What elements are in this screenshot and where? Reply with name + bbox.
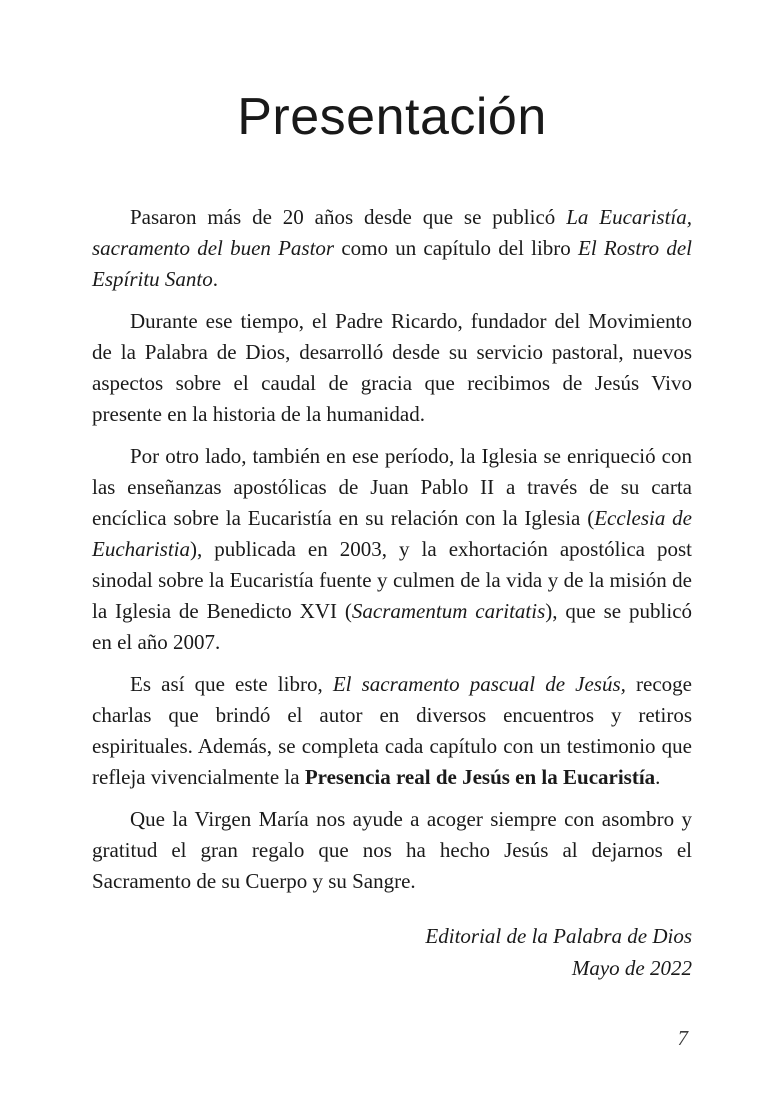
- body-paragraphs: [92, 202, 692, 897]
- text-run: Presencia real de Jesús en la Eucaristía: [304, 765, 656, 790]
- paragraph: [92, 669, 692, 793]
- text-run: ), publicada en 2003, y la exhortación apostólica post sinodal sobre la Eucaristía fuente y culmen de la vida y de la misión de la Iglesia de Benedicto XVI (: [92, 537, 692, 624]
- signature-line-1: Editorial de la Palabra de Dios: [425, 924, 692, 949]
- text-run: Es así que este libro,: [130, 672, 333, 697]
- content-column: [92, 0, 692, 984]
- page-number: 7: [677, 1026, 688, 1050]
- paragraph: [92, 306, 692, 430]
- text-run: .: [655, 765, 661, 790]
- text-run: Que la Virgen María nos ayude a acoger siempre con asombro y gratitud el gran regalo que nos ha hecho Jesús al dejarnos el Sacramento de su Cuerpo y su Sangre.: [92, 807, 692, 894]
- paragraph: [92, 202, 692, 295]
- text-run: ), que se publicó en el año 2007.: [92, 599, 693, 655]
- text-run: Sacramentum caritatis: [351, 599, 546, 624]
- text-run: El Rostro del Espíritu Santo: [92, 236, 692, 292]
- text-run: Pasaron más de 20 años desde que se publicó: [130, 205, 567, 230]
- text-run: .: [212, 267, 219, 292]
- signature-block: [92, 920, 692, 984]
- text-run: La Eucaristía, sacramento del buen Pastor: [92, 205, 692, 261]
- text-run: Ecclesia de Eucharistia: [92, 506, 692, 562]
- text-run: Durante ese tiempo, el Padre Ricardo, fundador del Movimiento de la Palabra de Dios, desarrolló desde su servicio pastoral, nuevos aspectos sobre el caudal de gracia que recibimos de Jesús Vivo presente en la historia de la humanidad.: [92, 309, 692, 427]
- signature-line-2: Mayo de 2022: [571, 956, 692, 981]
- text-run: El sacramento pascual de Jesús,: [332, 672, 626, 697]
- text-run: recoge charlas que brindó el autor en diversos encuentros y retiros espirituales. Además, se completa cada capítulo con un testimonio que refleja vivencialmente la: [92, 672, 692, 790]
- paragraph: [92, 804, 692, 897]
- text-run: como un capítulo del libro: [334, 236, 579, 261]
- page-title: Presentación: [237, 88, 547, 146]
- text-run: Por otro lado, también en ese período, la Iglesia se enriqueció con las enseñanzas apostólicas de Juan Pablo II a través de su carta encíclica sobre la Eucaristía en su relación con la Iglesia (: [92, 444, 692, 531]
- paragraph: [92, 441, 692, 658]
